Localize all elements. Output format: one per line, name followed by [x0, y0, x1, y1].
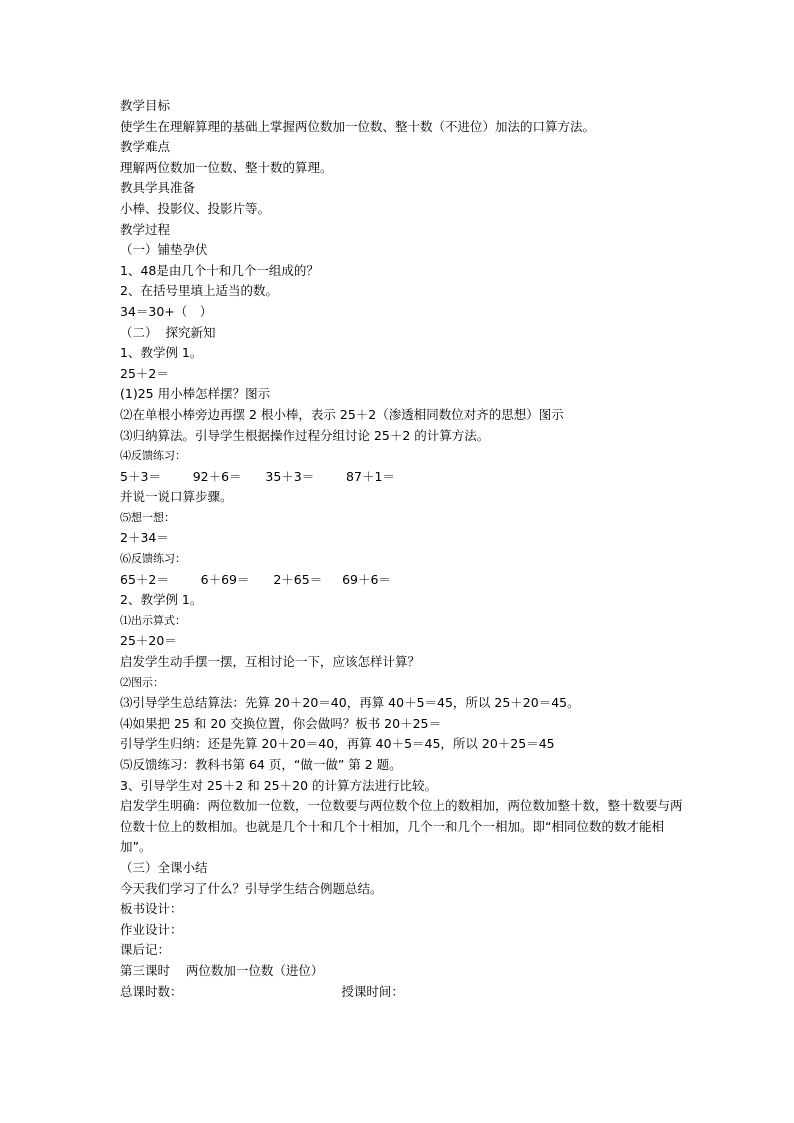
practice-row-1: 5＋3＝ 92＋6＝ 35＋3＝ 87＋1＝ — [120, 468, 395, 484]
equation-2-34: 2＋34＝ — [120, 530, 169, 546]
summary-text: 今天我们学习了什么？引导学生结合例题总结。 — [120, 880, 383, 896]
prompt-discuss: 启发学生动手摆一摆，互相讨论一下，应该怎样计算？ — [120, 654, 421, 670]
heading-materials: 教具学具准备 — [120, 180, 196, 196]
step-4: ⑷反馈练习： — [120, 449, 186, 463]
board-design-label: 板书设计： — [120, 901, 183, 917]
step-3: ⑶归纳算法。引导学生根据操作过程分组讨论 25＋2 的计算方法。 — [120, 427, 490, 443]
homework-label: 作业设计： — [120, 921, 183, 937]
text-difficulty: 理解两位数加一位数、整十数的算理。 — [120, 159, 333, 175]
equation-fill: 34＝30+（ ） — [120, 303, 213, 319]
sub-step-3: ⑶引导学生总结算法：先算 20＋20＝40，再算 40＋5＝45，所以 25＋20＝45。 — [120, 695, 580, 711]
section-one-heading: （一）铺垫孕伏 — [120, 242, 208, 258]
heading-difficulty: 教学难点 — [120, 139, 171, 155]
document-body — [120, 96, 690, 1002]
reflection-label: 课后记： — [120, 942, 171, 958]
practice-row-2: 65＋2＝ 6＋69＝ 2＋65＝ 69＋6＝ — [120, 571, 391, 587]
text-objectives: 使学生在理解算理的基础上掌握两位数加一位数、整十数（不进位）加法的口算方法。 — [120, 118, 596, 134]
step-2: ⑵在单根小棒旁边再摆 2 根小棒，表示 25＋2（渗透相同数位对齐的思想）图示 — [120, 406, 564, 422]
step-1: (1)25 用小棒怎样摆？图示 — [120, 386, 271, 402]
practice-note: 并说一说口算步骤。 — [120, 489, 233, 505]
step-6: ⑹反馈练习： — [120, 552, 186, 566]
question-one: 1、48是由几个十和几个一组成的？ — [120, 262, 319, 278]
equation-25-20: 25＋20＝ — [120, 633, 177, 649]
sub-step-4: ⑷如果把 25 和 20 交换位置，你会做吗？板书 20＋25＝ — [120, 715, 441, 731]
compare-heading: 3、引导学生对 25＋2 和 25＋20 的计算方法进行比较。 — [120, 777, 438, 793]
section-three-heading: （三）全课小结 — [120, 859, 208, 875]
lesson-three-title: 第三课时 两位数加一位数（进位） — [120, 962, 324, 978]
example-one-heading: 1、教学例 1。 — [120, 345, 203, 361]
sub-step-5: ⑸反馈练习：教科书第 64 页，“做一做” 第 2 题。 — [120, 757, 402, 772]
lesson-meta: 总课时数： 授课时间： — [120, 983, 404, 999]
example-two-heading: 2、教学例 1。 — [120, 592, 203, 608]
question-two: 2、在括号里填上适当的数。 — [120, 283, 278, 299]
heading-objectives: 教学目标 — [120, 98, 171, 113]
text-materials: 小棒、投影仪、投影片等。 — [120, 200, 271, 216]
step-5: ⑸想一想： — [120, 510, 175, 524]
compare-paragraph: 启发学生明确：两位数加一位数，一位数要与两位数个位上的数相加，两位数加整十数，整十数要与两位数十位上的数相加。也就是几个十和几个十相加，几个一和几个一相加。即“相同位数的数才能相加”。 — [120, 798, 683, 855]
summary-guide: 引导学生归纳：还是先算 20＋20＝40，再算 40＋5＝45，所以 20＋25＝45 — [120, 736, 555, 752]
sub-step-2: ⑵图示： — [120, 675, 164, 689]
section-two-heading: （二） 探究新知 — [120, 324, 216, 340]
equation-25-2: 25＋2＝ — [120, 365, 169, 381]
heading-process: 教学过程 — [120, 221, 171, 237]
sub-step-1: ⑴出示算式： — [120, 613, 186, 627]
